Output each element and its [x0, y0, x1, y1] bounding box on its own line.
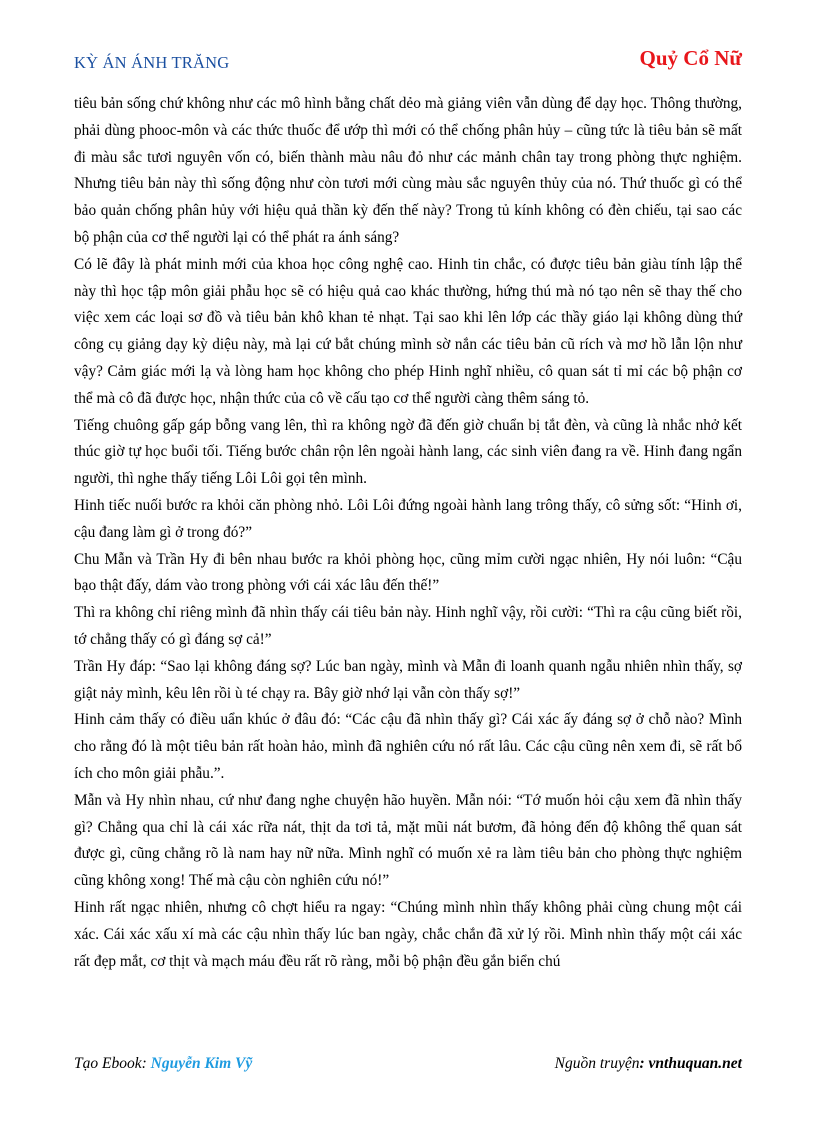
author-name: Quỷ Cổ Nữ	[639, 46, 742, 70]
paragraph: Tiếng chuông gấp gáp bỗng vang lên, thì ra không ngờ đã đến giờ chuẩn bị tắt đèn, và cũng là nhắc nhở kết thúc giờ tự học buổi tối. Tiếng bước chân rộn lên ngoài hành lang, các sinh viên đang ra về. Hinh đang ngẩn người, thì nghe thấy tiếng Lôi Lôi gọi tên mình.	[74, 416, 742, 488]
paragraph: tiêu bản sống chứ không như các mô hình bằng chất dẻo mà giảng viên vẫn dùng để dạy học. Thông thường, phải dùng phooc-môn và các thức thuốc để ướp thì mới có thể chống phân hủy – cũng tức là tiêu bản sẽ mất đi màu sắc tươi nguyên vốn có, biến thành màu nâu đỏ như các mảnh chân tay trong phòng thực nghiệm. Nhưng tiêu bản này thì sống động như còn tươi mới cùng màu sắc nguyên thủy của nó. Thứ thuốc gì có thể bảo quản chống phân hủy với hiệu quả thần kỳ đến thế này? Trong tủ kính không có đèn chiếu, tại sao các bộ phận của cơ thể người lại có thể phát ra ánh sáng?	[74, 95, 742, 246]
ebook-credit	[74, 1055, 252, 1073]
page-header	[74, 46, 742, 78]
source-site: vnthuquan.net	[648, 1055, 742, 1072]
paragraph: Hinh tiếc nuối bước ra khỏi căn phòng nhỏ. Lôi Lôi đứng ngoài hành lang trông thấy, cô sửng sốt: “Hinh ơi, cậu đang làm gì ở trong đó?”	[74, 496, 742, 541]
ebook-creator-name: Nguyễn Kim Vỹ	[150, 1055, 253, 1072]
paragraph: Thì ra không chỉ riêng mình đã nhìn thấy cái tiêu bản này. Hinh nghĩ vậy, rồi cười: “Thì ra cậu cũng biết rồi, tớ chẳng thấy có gì đáng sợ cả!”	[74, 604, 742, 648]
book-title: KỲ ÁN ÁNH TRĂNG	[74, 53, 230, 72]
source-credit-separator: :	[639, 1055, 649, 1072]
paragraph: Hinh rất ngạc nhiên, nhưng cô chợt hiểu ra ngay: “Chúng mình nhìn thấy không phải cùng chung một cái xác. Cái xác xấu xí mà các cậu nhìn thấy lúc ban ngày, chắc chắn đã xử lý rồi. Mình nhìn thấy một cái xác rất đẹp mắt, cơ thịt và mạch máu đều rất rõ ràng, mỗi bộ phận đều gắn biển chú	[74, 898, 742, 970]
page-body	[74, 91, 742, 975]
paragraph: Mẫn và Hy nhìn nhau, cứ như đang nghe chuyện hão huyền. Mẫn nói: “Tớ muốn hỏi cậu xem đã nhìn thấy gì? Chẳng qua chỉ là cái xác rữa nát, thịt da tơi tả, mặt mũi nát bươm, đã hỏng đến độ không thể quan sát được gì, cũng chẳng rõ là nam hay nữ nữa. Mình nghĩ có muốn xẻ ra làm tiêu bản cho phòng thực nghiệm cũng không xong! Thế mà cậu còn nghiên cứu nó!”	[74, 791, 742, 890]
paragraph: Hinh cảm thấy có điều uẩn khúc ở đâu đó: “Các cậu đã nhìn thấy gì? Cái xác ấy đáng sợ ở chỗ nào? Mình cho rằng đó là một tiêu bản rất hoàn hảo, mình đã nghiên cứu nó rất lâu. Các cậu cũng nên xem đi, sẽ rất bổ ích cho môn giải phẫu.”.	[74, 711, 742, 782]
ebook-credit-separator: :	[141, 1055, 151, 1072]
paragraph: Chu Mẫn và Trần Hy đi bên nhau bước ra khỏi phòng học, cũng mỉm cười ngạc nhiên, Hy nói luôn: “Cậu bạo thật đấy, dám vào trong phòng với cái xác lâu đến thế!”	[74, 550, 742, 595]
ebook-credit-label: Tạo Ebook	[74, 1055, 142, 1072]
paragraph: Có lẽ đây là phát minh mới của khoa học công nghệ cao. Hinh tin chắc, có được tiêu bản giàu tính lập thể này thì học tập môn giải phẫu học sẽ có hiệu quả cao khác thường, hứng thú mà nó tạo nên sẽ thay thế cho việc xem các loại sơ đồ và tiêu bản khô khan tẻ nhạt. Tại sao khi lên lớp các thầy giáo lại không dùng thứ công cụ giảng dạy kỳ diệu này, mà lại cứ bắt chúng mình sờ nắn các tiêu bản cũ rích và mơ hồ lẫn lộn như vậy? Cảm giác mới lạ và lòng ham học không cho phép Hinh nghĩ nhiều, cô quan sát tỉ mỉ các bộ phận cơ thể mà cô đã được học, nhận thức của cô về cấu tạo cơ thể người càng thêm sáng tỏ.	[74, 255, 742, 407]
source-credit-label: Nguồn truyện	[554, 1055, 640, 1072]
paragraph: Trần Hy đáp: “Sao lại không đáng sợ? Lúc ban ngày, mình và Mẫn đi loanh quanh ngẫu nhiên nhìn thấy, sợ giật nảy mình, kêu lên rồi ù té chạy ra. Bây giờ nhớ lại vẫn còn thấy sợ!”	[74, 657, 742, 702]
source-credit	[555, 1055, 742, 1073]
